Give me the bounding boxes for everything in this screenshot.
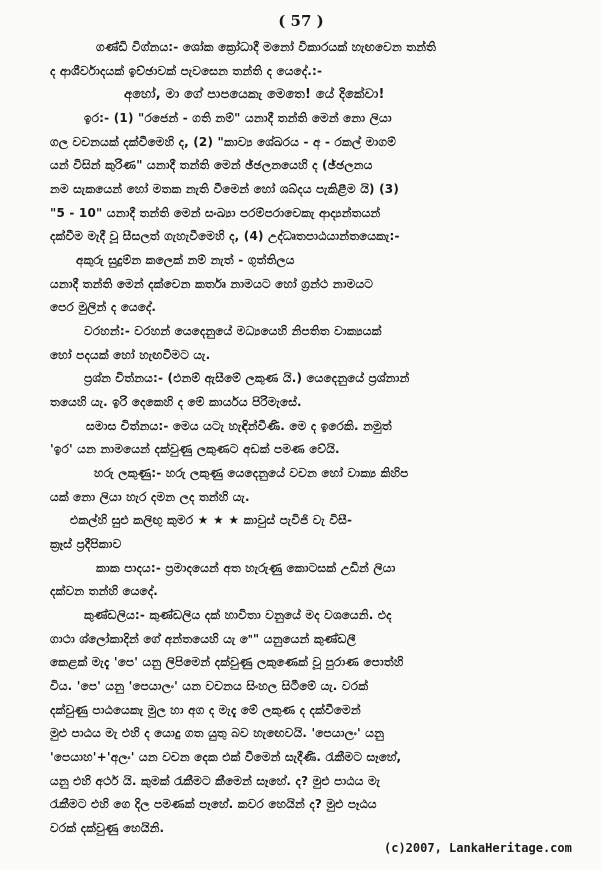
text-line: ගල වචනයක් දක්වීමෙහි ද, (2) "කාව්‍ය ශේඛරය - අ - රකල් මාගම්: [50, 135, 397, 149]
text-line: වරහන්:- වරහන් යෙදෙනුයේ මධ්‍යයෙහි නිපතිත වාක්‍යයක්: [84, 324, 382, 338]
text-line: දක්වුණු පාඨයෙකැ මුල හා අග ද මැදැ මේ ලකුණ ද දක්වීමෙන්: [50, 703, 361, 717]
text-line: නම සැකයෙන් හෝ මතක නැති වීමෙන් හෝ ශබ්දය පැකිළීම යි) (3): [50, 182, 400, 196]
text-line: සමාස චිත්නය:- මෙය යටැ හැඳින්වීණි. මෙ ද ඉරෙකි. නමුත්: [86, 419, 392, 433]
text-line: ප්‍රශ්න චිත්නය:- (එනම් ඇසීමේ ලකුණ යි.) යෙදෙනුයේ ප්‍රශ්නාන්: [84, 371, 410, 385]
page-number: ( 57 ): [278, 12, 324, 30]
text-line: හරු ලකුණු:- හරු ලකුණු යෙදෙනුයේ වචන හෝ වාක්‍ය කිහිප: [94, 466, 409, 480]
text-line: ද ආශීර්වාදයක් ඉච්ඡාවක් පැවසෙන තන්ති ද යෙදේ.:-: [50, 64, 323, 78]
text-line: යනාදී තන්ති මෙන් දක්වෙන කර්තෘ නාමයට හෝ ග්‍රන්ථ නාමයට: [50, 277, 374, 291]
text-line: යනු එහි අර්ථ යි. කුමක් රැකීමට කීමෙන් සෑහේ. ද? මුළු පාඨය මැ: [50, 774, 381, 788]
text-line: ගාථා ශ්ලෝකාදින් ගේ අන්තයෙහි යැ "ෙ" යනුයෙන් කුණ්ඩලී: [50, 632, 356, 646]
text-line: මුළු පාඨය මැ එහි ද යොදු ගත යුතු බව හැඟෙවයි. 'පෙයාලං' යනු: [50, 726, 385, 740]
text-line: ගණ්ඩි විග්නය:- ශෝක ක්‍රෝධාදී මනෝ විකාරයක් හැඟවෙන තන්ති: [96, 40, 437, 54]
text-line: "5 - 10" යනාදී තන්ති මෙන් සංඛ්‍යා පරම්පරාවෙකැ ආද්‍යන්තයන්: [50, 206, 381, 220]
copyright-notice: (c)2007, LankaHeritage.com: [384, 841, 572, 855]
text-line: කුණ්ඩලිය:- කුණ්ඩලිය දක් හාවිතා වනුයේ මද වශයෙනි. එද: [84, 608, 392, 622]
text-line: 'ඉර' යන නාමයෙන් දක්වුණු ලකුණට අඩක් පමණ වේයි.: [50, 442, 340, 456]
text-line: අකුරු සුදුම්න කලෙක් නම් නැත් - ගුත්තිලය: [76, 253, 295, 267]
text-line: එකල්හි සුළු කලිඟු කුමර ★ ★ ★ කාවුස් පැවිජි වැ විසී-: [70, 513, 353, 527]
text-line: පෙර මුලින් ද යෙදේ.: [50, 300, 157, 314]
text-line: කාක පාදය:- ප්‍රමාදයෙන් අත හැරුණු කොටසක් උඩින් ලියා: [96, 561, 396, 575]
text-line: තයෙහි යැ. ඉරි දෙකෙහි ද මේ කාර්යය පිරිමැසේ.: [50, 395, 302, 409]
text-line: යක් නො ලියා හැර දමන ලද තන්හි යැ.: [50, 490, 250, 504]
text-line: යන් විසින් කුරිණ" යනාදී තන්ති මෙන් ඡ්ඡලනයෙහි ද (ඡ්ඡලනය: [50, 158, 373, 172]
text-line: දක්වන තන්හි යෙදේ.: [50, 584, 158, 598]
text-line: අහෝ, මා ගේ පාපයෙකැ මෙතෙ! යේ දිකේවා!: [124, 87, 385, 102]
text-line: වරක් දක්වුණු හෙයිනි.: [50, 821, 165, 835]
text-line: දක්වීම මැදී වූ සීසලත් ගැහැවීමෙහි ද, (4) උද්ධෘතපාඨයාන්තයෙකැ:-: [50, 229, 400, 243]
text-line: හෝ පදයක් හෝ හැඟවීමට යැ.: [50, 348, 211, 362]
text-line: ඉර:- (1) "රජෙන් - ගති නම්" යනාදී තන්ති මෙන් නො ලියා: [84, 111, 392, 125]
text-line: කෙළක් මැදැ 'පෙ' යනු ලිපිමෙන් දක්වුණු ලකුණෙක් වූ පුරාණ පොත්හි: [50, 655, 404, 669]
text-line: විය. 'පෙ' යනු 'පෙයාලං' යන වචනය සිංහල සිටීමේ යැ. වරක්: [50, 679, 369, 693]
text-line: 'පෙයාහ'+'අලං' යන වචන දෙක එක් වීමෙන් සැදීණි. රැකීමට සෑහේ,: [50, 750, 402, 764]
text-line: රැකීමට එහි ගෙ දිල පමණක් පෑහේ. කවර හෙයින් ද? මුළු පෑඨය: [50, 797, 377, 811]
text-line: ක්‍රෑස් ප්‍රදීපිකාව: [50, 537, 122, 551]
